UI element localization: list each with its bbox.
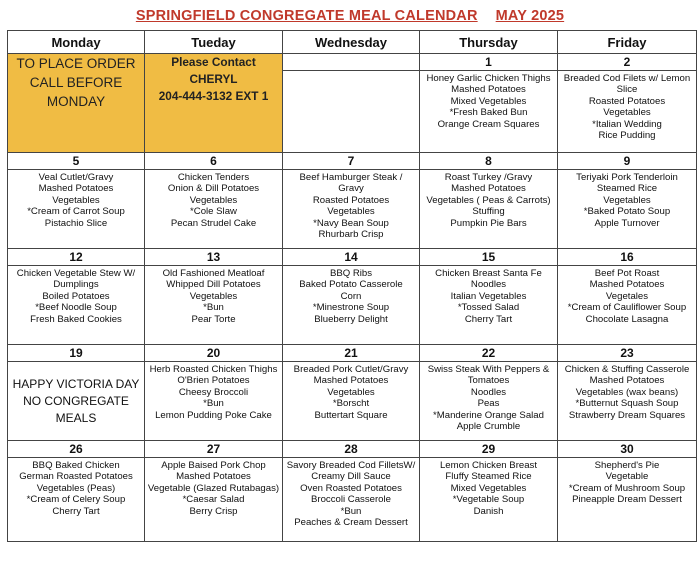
menu-item: Berry Crisp bbox=[189, 505, 238, 517]
menu-item: Vegetable bbox=[605, 471, 649, 483]
week-row-4 bbox=[8, 345, 697, 441]
day-number: 14 bbox=[283, 249, 419, 266]
menu-item: Apple Baised Pork Chop bbox=[161, 460, 266, 471]
day-number: 30 bbox=[558, 441, 696, 458]
menu-list bbox=[145, 266, 282, 325]
menu-item: Cherry Tart bbox=[52, 505, 100, 517]
menu-item: Noodles bbox=[470, 386, 507, 398]
menu-item: *Bun bbox=[203, 302, 224, 314]
menu-item: Rice Pudding bbox=[598, 130, 656, 142]
contact-line: Please Contact bbox=[171, 55, 256, 69]
menu-list bbox=[145, 362, 282, 421]
day-cell bbox=[145, 345, 283, 441]
day-number: 29 bbox=[420, 441, 557, 458]
menu-item: *Manderine Orange Salad bbox=[433, 409, 544, 421]
menu-item: *Baked Potato Soup bbox=[583, 206, 671, 218]
menu-item: Fresh Baked Cookies bbox=[30, 313, 122, 325]
menu-item: *Minestrone Soup bbox=[312, 302, 390, 314]
menu-item: Vegetables bbox=[189, 194, 238, 206]
day-number: 7 bbox=[283, 153, 419, 170]
menu-item: German Roasted Potatoes bbox=[19, 471, 133, 483]
menu-list bbox=[283, 170, 419, 240]
menu-list bbox=[420, 362, 557, 432]
menu-item: Baked Potato Casserole bbox=[299, 279, 403, 291]
menu-item: Vegetables bbox=[603, 107, 651, 119]
menu-list bbox=[558, 266, 696, 325]
menu-item: Broccoli Casserole bbox=[311, 494, 391, 506]
holiday-cell bbox=[8, 345, 145, 441]
weekday-header: Tueday bbox=[145, 31, 283, 54]
menu-item: Vegetables bbox=[189, 290, 238, 302]
contact-phone: 204-444-3132 EXT 1 bbox=[158, 89, 269, 103]
menu-item: *Navy Bean Soup bbox=[313, 217, 389, 229]
day-cell bbox=[283, 153, 420, 249]
menu-item: Rhurbarb Crisp bbox=[318, 229, 384, 241]
menu-item: Mashed Potatoes bbox=[313, 375, 389, 387]
menu-item: Pineapple Dream Dessert bbox=[572, 494, 682, 506]
day-number: 23 bbox=[558, 345, 696, 362]
menu-item: *Cream of Cauliflower Soup bbox=[567, 302, 687, 314]
menu-item: Vegetables (wax beans) bbox=[575, 386, 679, 398]
menu-item: Swiss Steak With Peppers & bbox=[427, 364, 550, 375]
menu-item: *Cream of Carrot Soup bbox=[27, 206, 125, 218]
menu-list bbox=[145, 170, 282, 229]
weekday-header: Thursday bbox=[420, 31, 558, 54]
calendar-title bbox=[0, 8, 700, 24]
weekday-header: Wednesday bbox=[283, 31, 420, 54]
day-cell bbox=[283, 441, 420, 542]
menu-item: Mashed Potatoes bbox=[38, 183, 114, 195]
menu-item: Noodles bbox=[470, 279, 507, 291]
menu-item: Vegetables bbox=[327, 386, 375, 398]
menu-item: *Bun bbox=[340, 505, 362, 517]
menu-item: Roast Turkey /Gravy bbox=[444, 172, 533, 183]
menu-item: Lemon Pudding Poke Cake bbox=[155, 409, 272, 421]
day-cell bbox=[145, 153, 283, 249]
menu-list bbox=[283, 266, 419, 325]
menu-item: Mixed Vegetables bbox=[450, 95, 527, 107]
day-cell bbox=[420, 54, 558, 153]
day-cell bbox=[420, 345, 558, 441]
menu-item: Veal Cutlet/Gravy bbox=[38, 172, 114, 183]
menu-item: Pear Torte bbox=[191, 313, 236, 325]
menu-item: Vegetables bbox=[603, 194, 651, 206]
menu-item: *Cream of Mushroom Soup bbox=[568, 482, 686, 494]
menu-item: Vegetable (Glazed Rutabagas) bbox=[147, 482, 280, 494]
menu-item: Vegetables bbox=[327, 206, 375, 218]
menu-item: Creamy Dill Sauce bbox=[311, 471, 391, 483]
menu-item: Chicken & Stuffing Casserole bbox=[564, 364, 690, 375]
holiday-line: HAPPY VICTORIA DAY bbox=[12, 377, 140, 391]
menu-item: BBQ Ribs bbox=[329, 268, 373, 279]
menu-item: Gravy bbox=[338, 183, 364, 195]
menu-item: Vegetables ( Peas & Carrots) bbox=[426, 194, 551, 206]
menu-item: Mashed Potatoes bbox=[176, 471, 251, 483]
menu-item: Teriyaki Pork Tenderloin bbox=[576, 172, 678, 183]
day-cell bbox=[283, 345, 420, 441]
menu-item: Chicken Vegetable Stew W/ bbox=[16, 268, 136, 279]
menu-item: Chicken Breast Santa Fe bbox=[435, 268, 542, 279]
menu-item: Strawberry Dream Squares bbox=[568, 409, 686, 421]
menu-item: Slice bbox=[616, 84, 638, 96]
day-number: 9 bbox=[558, 153, 696, 170]
menu-item: Mashed Potatoes bbox=[451, 183, 526, 195]
menu-item: Italian Vegetables bbox=[450, 290, 527, 302]
contact-notice-cell bbox=[145, 54, 283, 153]
week-row-5 bbox=[8, 441, 697, 542]
menu-list bbox=[420, 170, 557, 229]
menu-item: Orange Cream Squares bbox=[437, 118, 540, 130]
menu-item: Beef Hamburger Steak / bbox=[299, 172, 403, 183]
menu-item: Dumplings bbox=[53, 279, 99, 291]
day-number: 1 bbox=[420, 54, 557, 71]
menu-list bbox=[8, 266, 144, 325]
day-number: 6 bbox=[145, 153, 282, 170]
menu-item: Buttertart Square bbox=[314, 409, 388, 421]
menu-item: Stuffing bbox=[472, 206, 505, 218]
day-cell bbox=[145, 441, 283, 542]
menu-item: Vegetales bbox=[605, 290, 649, 302]
day-number: 22 bbox=[420, 345, 557, 362]
day-number: 26 bbox=[8, 441, 144, 458]
meal-calendar-table bbox=[7, 30, 697, 542]
menu-item: Shepherd's Pie bbox=[594, 460, 660, 471]
menu-item: Peas bbox=[477, 398, 500, 410]
menu-list bbox=[420, 266, 557, 325]
menu-item: Oven Roasted Potatoes bbox=[300, 482, 402, 494]
day-number: 16 bbox=[558, 249, 696, 266]
weekday-header-row bbox=[8, 31, 697, 54]
menu-item: *Vegetable Soup bbox=[452, 494, 525, 506]
holiday-notice bbox=[8, 362, 144, 427]
menu-item: Apple Turnover bbox=[594, 217, 660, 229]
day-cell bbox=[8, 249, 145, 345]
notice-line: CALL BEFORE bbox=[29, 75, 123, 90]
day-cell bbox=[283, 249, 420, 345]
notice-line: MONDAY bbox=[46, 94, 106, 109]
menu-item: Chocolate Lasagna bbox=[585, 313, 669, 325]
menu-list bbox=[145, 458, 282, 517]
order-notice-cell bbox=[8, 54, 145, 153]
menu-item: *Caesar Salad bbox=[182, 494, 245, 506]
day-cell bbox=[558, 345, 697, 441]
menu-list bbox=[420, 458, 557, 517]
menu-item: Mashed Potatoes bbox=[451, 84, 526, 96]
day-number: 20 bbox=[145, 345, 282, 362]
menu-item: Mixed Vegetables bbox=[450, 482, 527, 494]
notice-line: TO PLACE ORDER bbox=[16, 56, 136, 71]
menu-item: *Borscht bbox=[332, 398, 370, 410]
menu-item: Lemon Chicken Breast bbox=[439, 460, 538, 471]
day-cell bbox=[558, 54, 697, 153]
menu-item: Pecan Strudel Cake bbox=[170, 217, 257, 229]
menu-list bbox=[420, 71, 557, 130]
menu-list bbox=[8, 170, 144, 229]
day-cell bbox=[420, 441, 558, 542]
menu-item: Honey Garlic Chicken Thighs bbox=[426, 73, 551, 84]
menu-list bbox=[558, 362, 696, 421]
menu-item: Cheesy Broccoli bbox=[178, 386, 249, 398]
menu-item: Breaded Pork Cutlet/Gravy bbox=[293, 364, 409, 375]
day-number: 27 bbox=[145, 441, 282, 458]
menu-item: Mashed Potatoes bbox=[589, 375, 665, 387]
day-number: 21 bbox=[283, 345, 419, 362]
day-cell bbox=[145, 249, 283, 345]
menu-item: *Bun bbox=[203, 398, 224, 410]
week-row-1 bbox=[8, 54, 697, 153]
day-cell bbox=[420, 249, 558, 345]
menu-list bbox=[283, 458, 419, 528]
menu-list bbox=[558, 71, 696, 141]
menu-item: Mashed Potatoes bbox=[589, 279, 665, 291]
empty-day-cell bbox=[283, 54, 420, 153]
menu-item: Peaches & Cream Dessert bbox=[294, 517, 408, 529]
menu-item: Cherry Tart bbox=[464, 313, 513, 325]
week-row-3 bbox=[8, 249, 697, 345]
day-cell bbox=[8, 153, 145, 249]
day-cell bbox=[420, 153, 558, 249]
menu-item: Old Fashioned Meatloaf bbox=[162, 268, 265, 279]
day-cell bbox=[558, 153, 697, 249]
calendar-title-month: MAY 2025 bbox=[495, 8, 565, 24]
day-cell bbox=[8, 441, 145, 542]
menu-item: Pumpkin Pie Bars bbox=[450, 217, 527, 229]
menu-list bbox=[8, 458, 144, 517]
weekday-header: Friday bbox=[558, 31, 697, 54]
menu-item: Beef Pot Roast bbox=[594, 268, 660, 279]
menu-list bbox=[283, 362, 419, 421]
menu-item: *Beef Noodle Soup bbox=[35, 302, 117, 314]
menu-item: Boiled Potatoes bbox=[42, 290, 110, 302]
menu-item: *Cole Slaw bbox=[190, 206, 237, 218]
week-row-2 bbox=[8, 153, 697, 249]
menu-item: Fluffy Steamed Rice bbox=[445, 471, 532, 483]
menu-item: Onion & Dill Potatoes bbox=[167, 183, 260, 195]
contact-line: CHERYL bbox=[189, 72, 238, 86]
holiday-line: MEALS bbox=[55, 411, 97, 425]
menu-item: Steamed Rice bbox=[596, 183, 658, 195]
menu-item: O'Brien Potatoes bbox=[177, 375, 250, 387]
menu-item: Vegetables (Peas) bbox=[36, 482, 116, 494]
menu-item: *Fresh Baked Bun bbox=[449, 107, 528, 119]
menu-list bbox=[558, 170, 696, 229]
day-number: 15 bbox=[420, 249, 557, 266]
menu-item: Corn bbox=[340, 290, 362, 302]
weekday-header: Monday bbox=[8, 31, 145, 54]
menu-item: Whipped Dill Potatoes bbox=[166, 279, 261, 291]
menu-item: Blueberry Delight bbox=[314, 313, 388, 325]
calendar-title-main: SPRINGFIELD CONGREGATE MEAL CALENDAR bbox=[135, 8, 478, 24]
day-number: 13 bbox=[145, 249, 282, 266]
day-number: 2 bbox=[558, 54, 696, 71]
day-number: 19 bbox=[8, 345, 144, 362]
holiday-line: NO CONGREGATE bbox=[23, 394, 129, 408]
day-number: 5 bbox=[8, 153, 144, 170]
menu-item: Danish bbox=[473, 505, 504, 517]
day-cell bbox=[558, 441, 697, 542]
menu-item: Breaded Cod Filets w/ Lemon bbox=[563, 73, 691, 84]
menu-item: BBQ Baked Chicken bbox=[32, 460, 120, 471]
menu-item: *Butternut Squash Soup bbox=[575, 398, 679, 410]
menu-item: Herb Roasted Chicken Thighs bbox=[149, 364, 278, 375]
day-number: 28 bbox=[283, 441, 419, 458]
menu-item: Apple Crumble bbox=[456, 421, 521, 433]
menu-item: Tomatoes bbox=[467, 375, 510, 387]
day-cell bbox=[558, 249, 697, 345]
menu-item: Roasted Potatoes bbox=[588, 95, 666, 107]
day-number: 8 bbox=[420, 153, 557, 170]
menu-item: Vegetables bbox=[52, 194, 100, 206]
menu-item: Pistachio Slice bbox=[44, 217, 108, 229]
menu-item: Chicken Tenders bbox=[177, 172, 250, 183]
menu-item: *Cream of Celery Soup bbox=[26, 494, 126, 506]
menu-item: *Tossed Salad bbox=[457, 302, 520, 314]
menu-list bbox=[558, 458, 696, 506]
menu-item: Savory Breaded Cod FilletsW/ bbox=[286, 460, 416, 471]
day-number: 12 bbox=[8, 249, 144, 266]
menu-item: Roasted Potatoes bbox=[312, 194, 390, 206]
menu-item: *Italian Wedding bbox=[592, 118, 662, 130]
